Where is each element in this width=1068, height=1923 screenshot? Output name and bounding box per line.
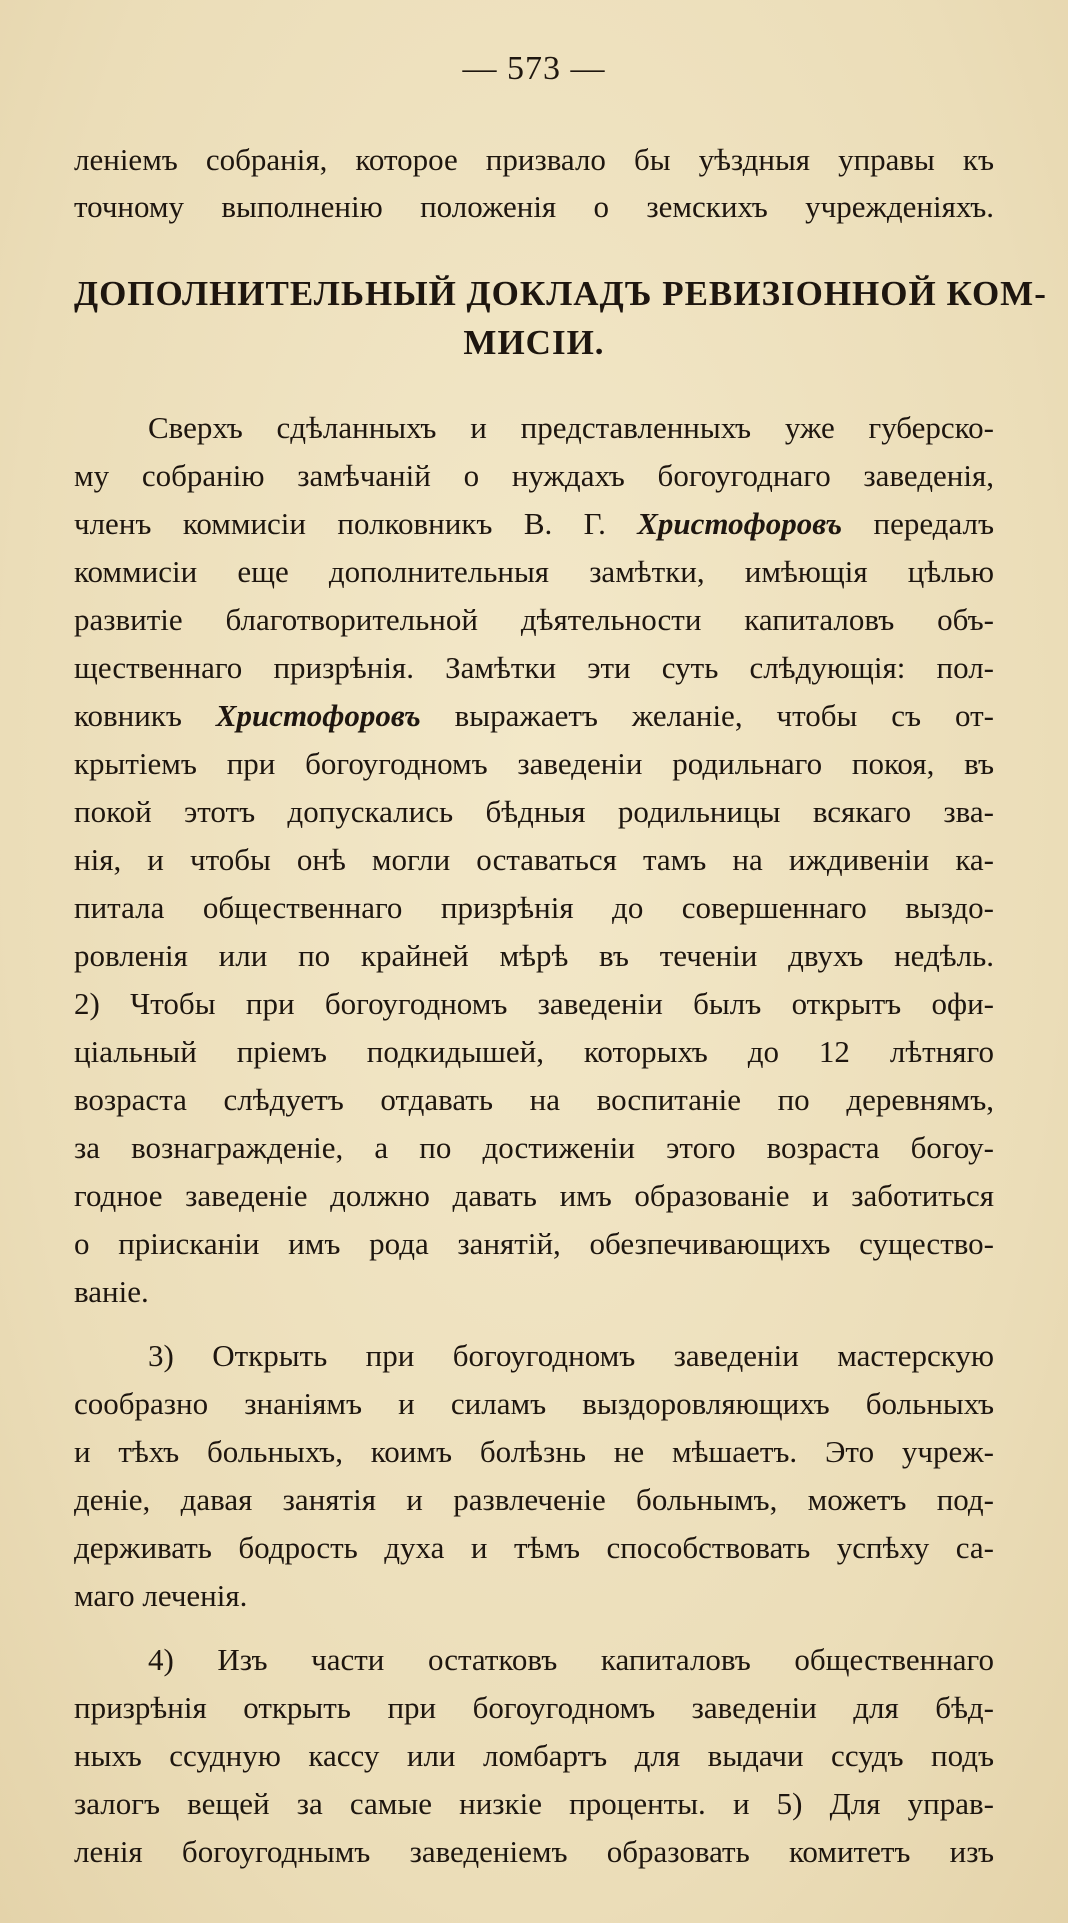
section-heading-line: ДОПОЛНИТЕЛЬНЫЙ ДОКЛАДЪ РЕВИЗІОННОЙ КОМ- <box>74 274 1047 313</box>
section-heading-line: МИСІИ. <box>463 323 605 362</box>
paragraph-line: возраста слѣдуетъ отдавать на воспитаніе по деревнямъ, <box>74 1082 994 1117</box>
text-run: ковникъ <box>74 698 216 733</box>
paragraph-line: Сверхъ сдѣланныхъ и представленныхъ уже губерско- <box>148 410 994 445</box>
person-name: Христофоровъ <box>637 506 843 541</box>
page-number: — 573 — <box>462 50 606 87</box>
text-run: выражаетъ желаніе, чтобы съ от- <box>420 698 994 733</box>
paragraph-line: развитіе благотворительной дѣятельности капиталовъ объ- <box>74 602 994 637</box>
paragraph-line: нія, и чтобы онѣ могли оставаться тамъ на иждивеніи ка- <box>74 842 994 877</box>
paragraph-line: годное заведеніе должно давать имъ образованіе и заботиться <box>74 1178 994 1213</box>
paragraph-line: щественнаго призрѣнія. Замѣтки эти суть слѣдующія: пол- <box>74 650 994 685</box>
paragraph-line: 4) Изъ части остатковъ капиталовъ общественнаго <box>148 1642 994 1677</box>
paragraph-line: и тѣхъ больныхъ, коимъ болѣзнь не мѣшаетъ. Это учреж- <box>74 1434 994 1469</box>
paragraph-line: деніе, давая занятія и развлеченіе больнымъ, можетъ под- <box>74 1482 994 1517</box>
paragraph-line: 2) Чтобы при богоугодномъ заведеніи былъ открытъ офи- <box>74 986 994 1021</box>
text-run: членъ коммисіи полковникъ В. Г. <box>74 506 638 541</box>
text-run: передалъ <box>842 506 994 541</box>
paragraph-line: о пріисканіи имъ рода занятій, обезпечивающихъ существо- <box>74 1226 994 1261</box>
paragraph-line: маго леченія. <box>74 1578 248 1613</box>
paragraph-line: покой этотъ допускались бѣдныя родильницы всякаго зва- <box>74 794 994 829</box>
paragraph-line: ленія богоугоднымъ заведеніемъ образовать комитетъ изъ <box>74 1834 994 1869</box>
paragraph-line <box>74 696 994 736</box>
intro-line: леніемъ собранія, которое призвало бы уѣздныя управы къ <box>74 142 994 177</box>
paragraph-line: за вознагражденіе, а по достиженіи этого возраста богоу- <box>74 1130 994 1165</box>
paragraph-line: ціальный пріемъ подкидышей, которыхъ до 12 лѣтняго <box>74 1034 994 1069</box>
paragraph-line: залогъ вещей за самые низкіе проценты. и 5) Для управ- <box>74 1786 994 1821</box>
paragraph-line: му собранію замѣчаній о нуждахъ богоугоднаго заведенія, <box>74 458 994 493</box>
intro-line: точному выполненію положенія о земскихъ учрежденіяхъ. <box>74 189 994 224</box>
paragraph-line: ровленія или по крайней мѣрѣ въ теченіи двухъ недѣль. <box>74 938 994 973</box>
paragraph-line: ныхъ ссудную кассу или ломбартъ для выдачи ссудъ подъ <box>74 1738 994 1773</box>
paragraph-line: коммисіи еще дополнительныя замѣтки, имѣющія цѣлью <box>74 554 994 589</box>
paragraph-line: сообразно знаніямъ и силамъ выздоровляющихъ больныхъ <box>74 1386 994 1421</box>
paragraph-line <box>74 504 994 544</box>
paragraph-line: крытіемъ при богоугодномъ заведеніи родильнаго покоя, въ <box>74 746 994 781</box>
paragraph-line: питала общественнаго призрѣнія до совершеннаго выздо- <box>74 890 994 925</box>
person-name: Христофоровъ <box>215 698 421 733</box>
paragraph-line: держивать бодрость духа и тѣмъ способствовать успѣху са- <box>74 1530 994 1565</box>
paragraph-line: 3) Открыть при богоугодномъ заведеніи мастерскую <box>148 1338 994 1373</box>
paragraph-line: призрѣнія открыть при богоугодномъ заведеніи для бѣд- <box>74 1690 994 1725</box>
paragraph-line: ваніе. <box>74 1274 149 1309</box>
